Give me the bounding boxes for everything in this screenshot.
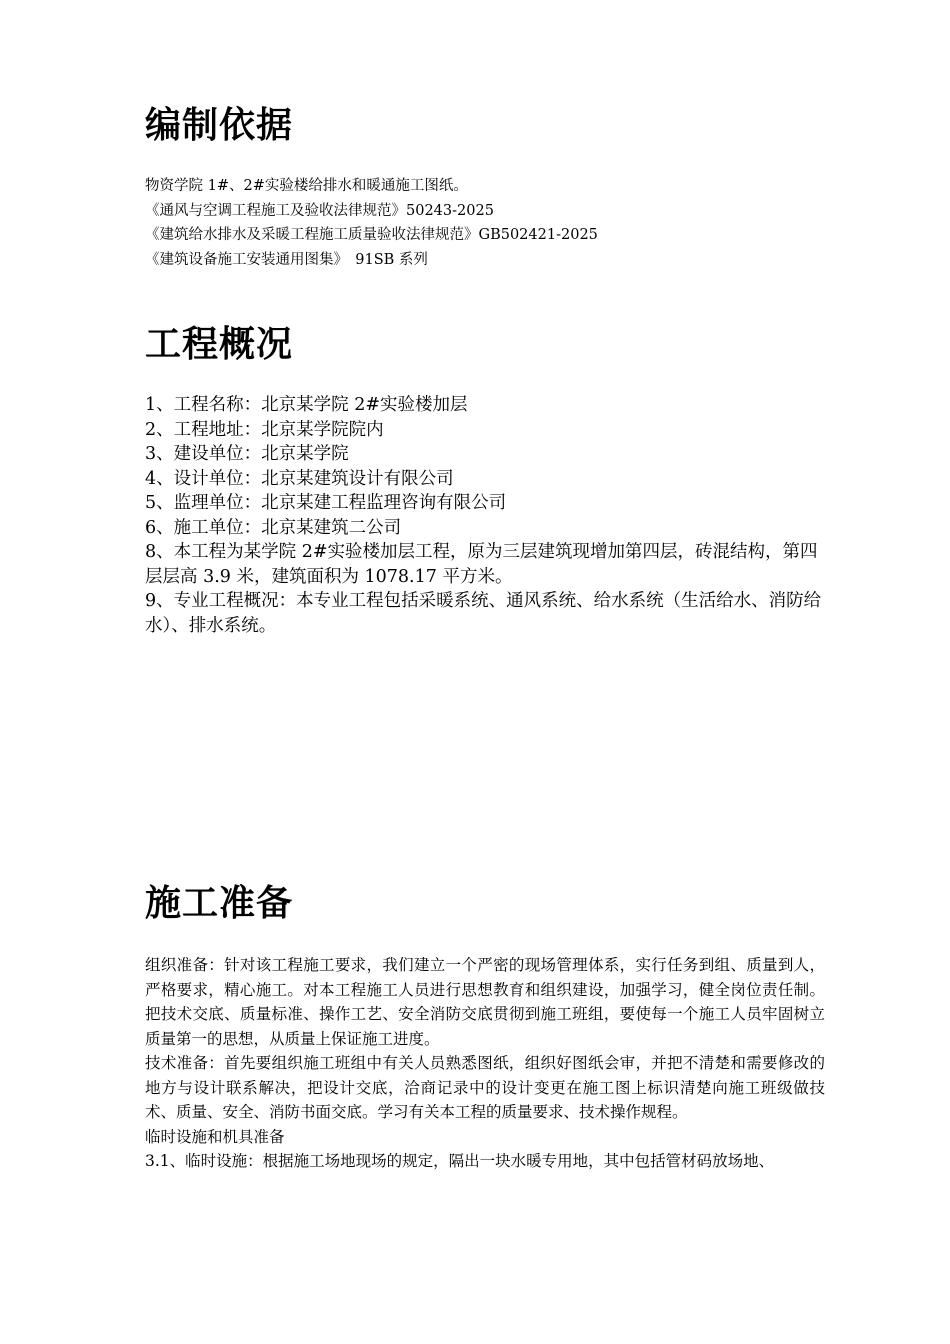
- overview-line: 5、监理单位：北京某建工程监理咨询有限公司: [145, 493, 507, 513]
- overview-line: 3、建设单位：北京某学院: [145, 444, 349, 464]
- preparation-paragraph: 组织准备：针对该工程施工要求，我们建立一个严密的现场管理体系，实行任务到组、质量到人，严格要求，精心施工。对本工程施工人员进行思想教育和组织建设，加强学习，健全岗位责任制。把技术交底、质量标准、操作工艺、安全消防交底贯彻到施工班组，要使每一个施工人员牢固树立质量第一的思想，从质量上保证施工进度。: [145, 956, 825, 1048]
- basis-line: 《通风与空调工程施工及验收法律规范》50243-2025: [145, 202, 494, 219]
- preparation-subheading: 临时设施和机具准备: [145, 1127, 285, 1146]
- section-heading-basis: 编制依据: [145, 105, 294, 146]
- overview-paragraph: 8、本工程为某学院 2#实验楼加层工程，原为三层建筑现增加第四层，砖混结构，第四层层高 3.9 米，建筑面积为 1078.17 平方米。: [145, 542, 818, 587]
- preparation-list: [145, 953, 825, 1174]
- basis-line: 物资学院 1#、2#实验楼给排水和暖通施工图纸。: [145, 178, 468, 194]
- overview-line: 4、设计单位：北京某建筑设计有限公司: [145, 468, 454, 489]
- basis-list: [145, 174, 825, 272]
- section-heading-preparation: 施工准备: [145, 883, 294, 924]
- preparation-paragraph: 技术准备：首先要组织施工班组中有关人员熟悉图纸，组织好图纸会审，并把不清楚和需要修改的地方与设计联系解决，把设计交底，洽商记录中的设计变更在施工图上标识清楚向施工班级做技术、质量、安全、消防书面交底。学习有关本工程的质量要求、技术操作规程。: [145, 1054, 825, 1121]
- overview-line: 6、施工单位：北京某建筑二公司: [145, 517, 402, 538]
- basis-line: 《建筑设备施工安装通用图集》 91SB 系列: [145, 251, 428, 268]
- basis-line: 《建筑给水排水及采暖工程施工质量验收法律规范》GB502421-2025: [145, 227, 598, 243]
- section-heading-overview: 工程概况: [145, 324, 294, 365]
- overview-paragraph: 9、专业工程概况：本专业工程包括采暖系统、通风系统、给水系统（生活给水、消防给水）、排水系统。: [145, 591, 822, 636]
- preparation-paragraph: 3.1、临时设施：根据施工场地现场的规定，隔出一块水暖专用地，其中包括管材码放场地、: [145, 1152, 775, 1170]
- overview-list: [145, 393, 825, 638]
- overview-line: 1、工程名称：北京某学院 2#实验楼加层: [145, 395, 468, 415]
- overview-line: 2、工程地址：北京某学院院内: [145, 419, 384, 440]
